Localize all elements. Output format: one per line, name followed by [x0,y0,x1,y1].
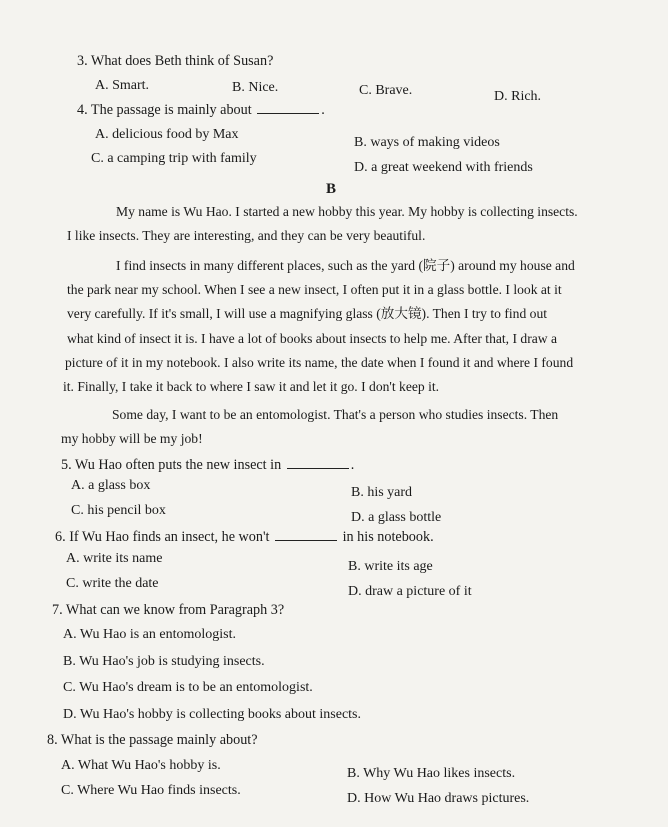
passage-line: My name is Wu Hao. I started a new hobby this year. My hobby is collecting insects. [116,204,578,219]
q7-option-b: B. Wu Hao's job is studying insects. [63,654,265,669]
q6-suffix: in his notebook. [342,529,434,545]
q7-option-c: C. Wu Hao's dream is to be an entomologist. [63,680,313,695]
question-6 [55,528,434,546]
q5-blank [287,456,349,469]
q8-option-d: D. How Wu Hao draws pictures. [347,791,530,806]
q4-option-a: A. delicious food by Max [95,127,239,142]
q3-option-c: C. Brave. [359,83,413,98]
passage-line: what kind of insect it is. I have a lot of books about insects to help me. After that, I draw a [67,331,558,346]
q4-option-b: B. ways of making videos [354,135,500,150]
q6-option-b: B. write its age [348,559,433,574]
q4-suffix: . [321,102,325,118]
passage-line: very carefully. If it's small, I will use a magnifying glass (放大镜). Then I try to find out [67,306,548,321]
passage-line: the park near my school. When I see a new insect, I often put it in a glass bottle. I look at it [67,282,562,297]
question-3: 3. What does Beth think of Susan? [77,53,274,69]
question-8: 8. What is the passage mainly about? [47,732,258,748]
q4-text: 4. The passage is mainly about [77,102,252,118]
q5-option-c: C. his pencil box [71,503,166,518]
q5-option-a: A. a glass box [71,478,151,493]
question-7: 7. What can we know from Paragraph 3? [52,602,285,618]
q5-option-d: D. a glass bottle [351,510,442,525]
q8-option-b: B. Why Wu Hao likes insects. [347,766,516,781]
q6-option-d: D. draw a picture of it [348,584,472,599]
q6-blank [275,528,337,541]
q6-option-c: C. write the date [66,576,159,591]
q4-option-c: C. a camping trip with family [91,151,257,166]
q6-text: 6. If Wu Hao finds an insect, he won't [55,529,270,545]
question-5 [61,456,354,474]
q3-option-d: D. Rich. [494,89,542,104]
passage-line: I find insects in many different places, such as the yard (院子) around my house and [116,258,575,273]
q4-blank [257,101,319,114]
q5-text: 5. Wu Hao often puts the new insect in [61,457,282,473]
q5-option-b: B. his yard [351,485,413,500]
passage-line: my hobby will be my job! [61,431,203,446]
passage-line: Some day, I want to be an entomologist. That's a person who studies insects. Then [112,407,559,422]
passage-line: it. Finally, I take it back to where I saw it and let it go. I don't keep it. [63,379,440,394]
q7-option-d: D. Wu Hao's hobby is collecting books about insects. [63,707,361,722]
q8-option-c: C. Where Wu Hao finds insects. [61,783,241,798]
passage-line: I like insects. They are interesting, and they can be very beautiful. [67,228,426,243]
q5-suffix: . [350,457,355,473]
passage-line: picture of it in my notebook. I also write its name, the date when I found it and where I found [65,355,574,370]
q3-option-b: B. Nice. [232,80,279,95]
q6-option-a: A. write its name [66,551,163,566]
question-4 [77,101,325,119]
q8-option-a: A. What Wu Hao's hobby is. [61,758,221,773]
section-title: B [326,181,337,197]
q3-option-a: A. Smart. [95,78,150,93]
q7-option-a: A. Wu Hao is an entomologist. [63,627,236,642]
q4-option-d: D. a great weekend with friends [354,160,533,175]
